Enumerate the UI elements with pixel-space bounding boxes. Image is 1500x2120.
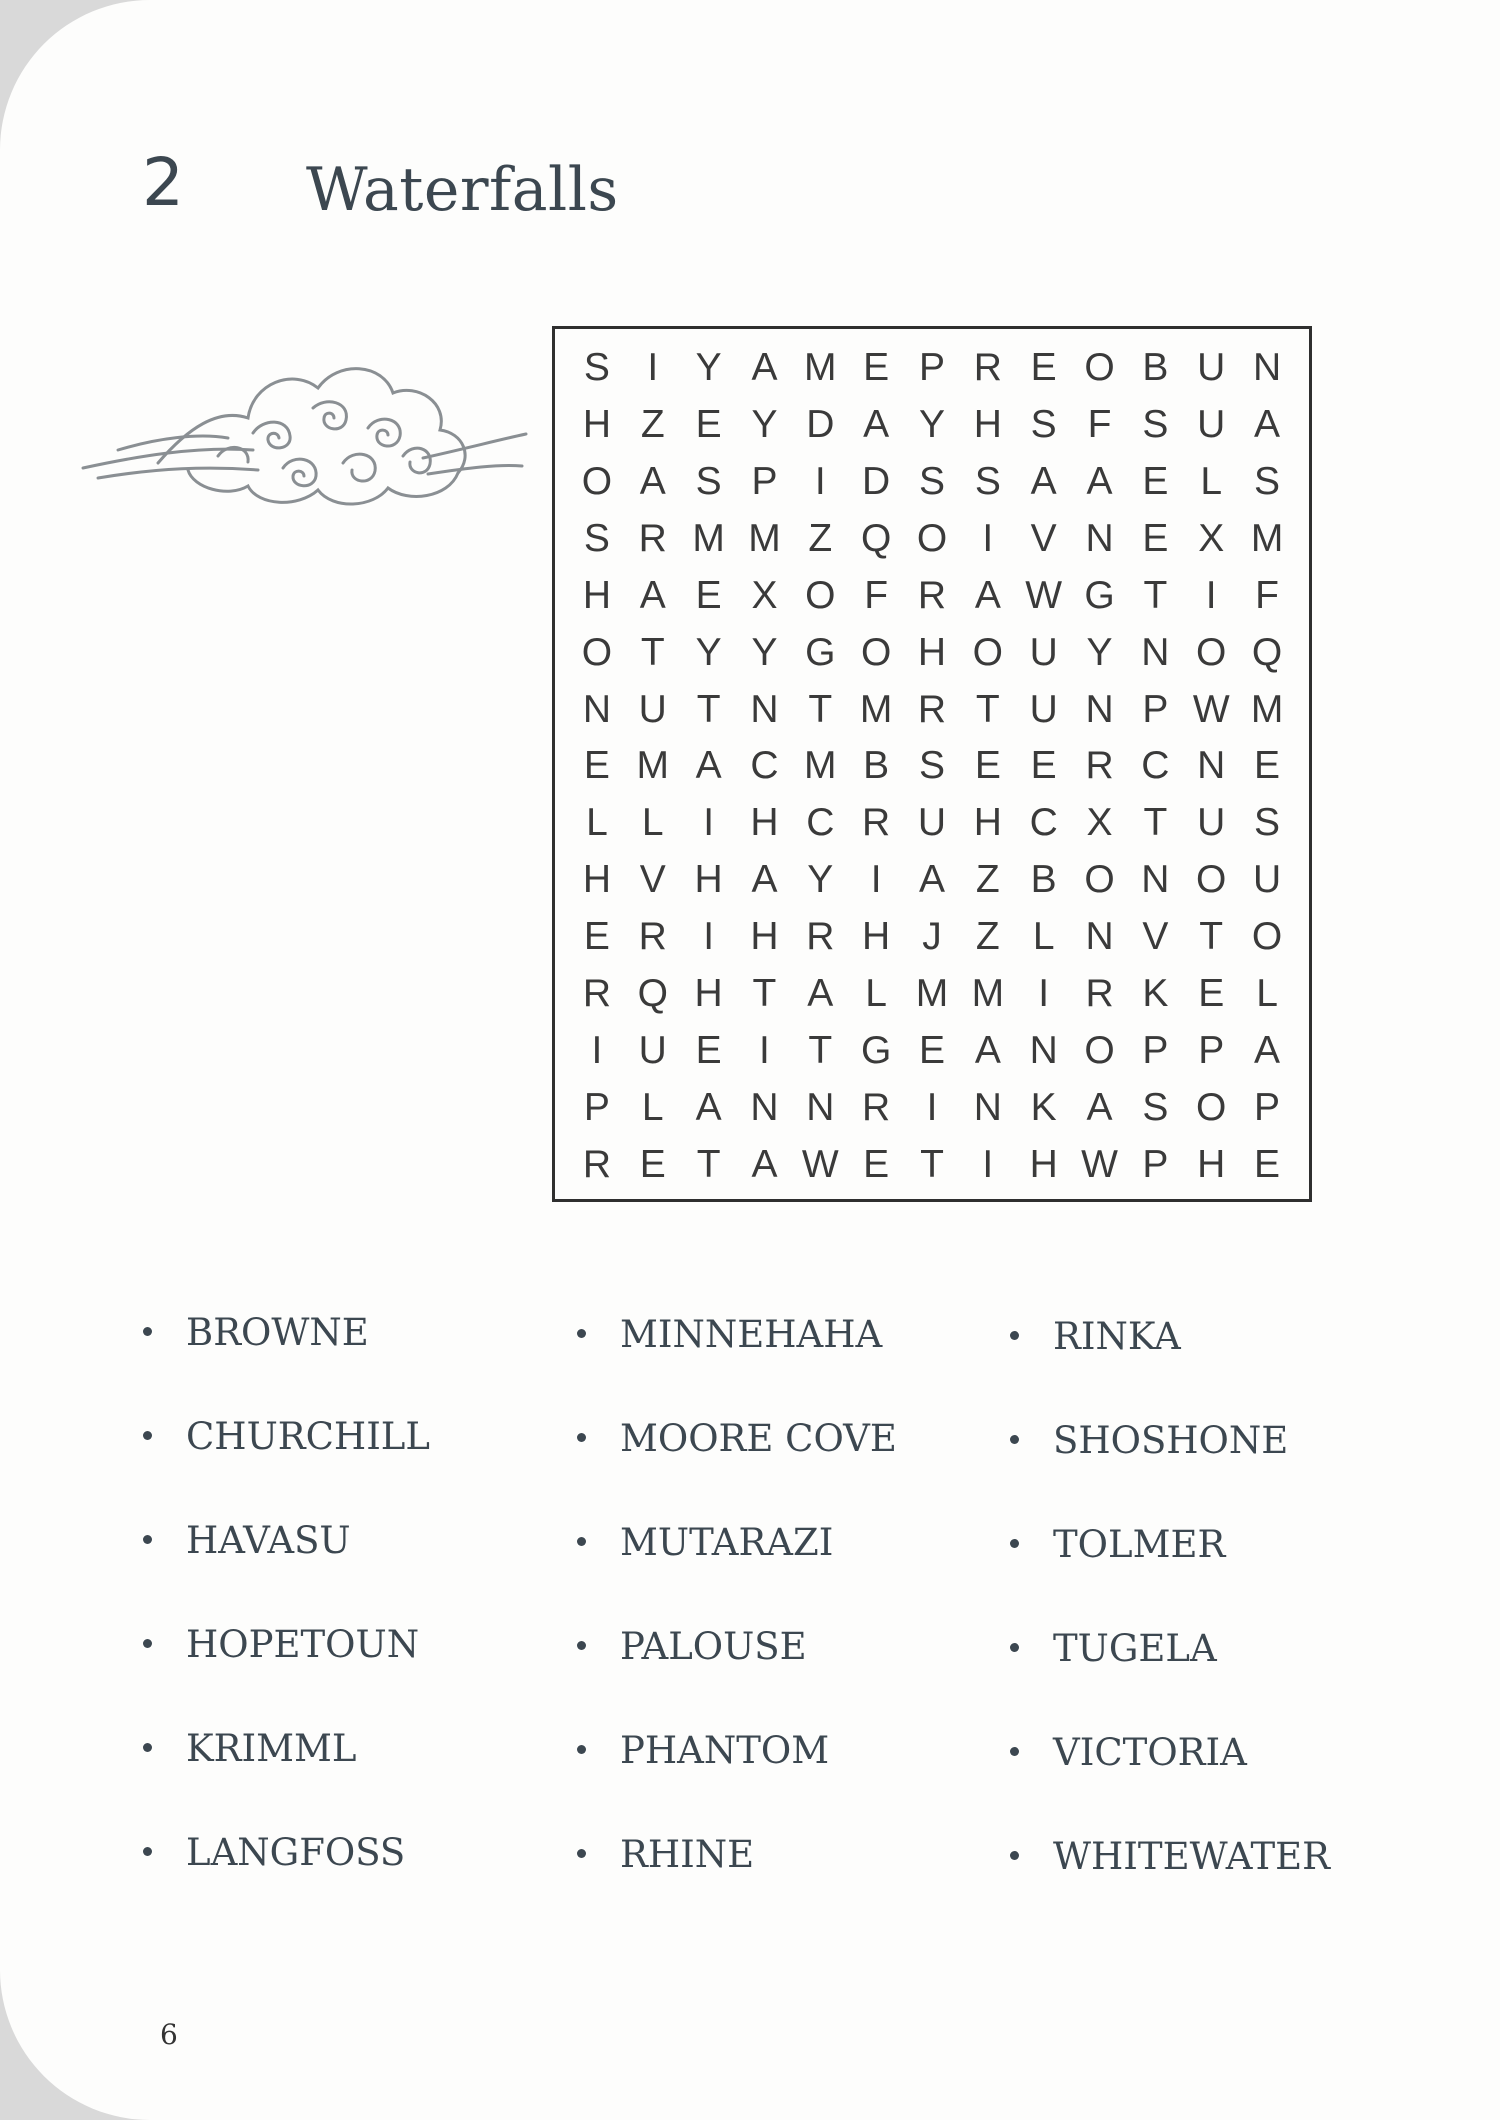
grid-cell: J	[922, 915, 942, 959]
grid-cell: S	[918, 459, 945, 503]
grid-cell: H	[582, 402, 611, 446]
word-item: WHITEWATER	[1010, 1838, 1330, 1875]
grid-cell: N	[750, 1086, 779, 1130]
grid-cell: V	[639, 858, 666, 902]
grid-cell: Y	[751, 402, 778, 446]
grid-cell: X	[1086, 801, 1113, 845]
grid-cell: P	[1142, 687, 1169, 731]
grid-cell: C	[1141, 744, 1170, 788]
grid-cell: Z	[975, 915, 1000, 959]
grid-cell: A	[695, 1086, 722, 1130]
grid-cell: Y	[695, 345, 722, 389]
word-item: MUTARAZI	[577, 1524, 833, 1561]
grid-cell: X	[1198, 516, 1225, 560]
grid-cell: I	[647, 345, 659, 389]
grid-cell: B	[863, 744, 890, 788]
grid-cell: T	[1143, 573, 1168, 617]
grid-cell: U	[1029, 630, 1058, 674]
grid-cell: H	[750, 915, 779, 959]
grid-cell: H	[973, 801, 1002, 845]
grid-cell: T	[696, 687, 721, 731]
grid-cell: S	[918, 744, 945, 788]
grid-cell: S	[1030, 402, 1057, 446]
grid-cell: A	[1254, 402, 1281, 446]
grid-cell: P	[583, 1086, 610, 1130]
grid-cell: O	[860, 630, 892, 674]
grid-cell: A	[751, 1143, 778, 1187]
page-number: 6	[160, 2018, 178, 2051]
grid-cell: S	[1254, 459, 1281, 503]
grid-cell: E	[974, 744, 1001, 788]
grid-cell: A	[639, 573, 666, 617]
grid-cell: N	[806, 1086, 835, 1130]
grid-cell: F	[1255, 573, 1279, 617]
grid-cell: H	[1197, 1143, 1226, 1187]
grid-cell: A	[751, 345, 778, 389]
grid-cell: E	[1030, 744, 1057, 788]
grid-cell: K	[1142, 972, 1169, 1016]
grid-cell: R	[973, 345, 1002, 389]
grid-cell: G	[1084, 573, 1115, 617]
grid-cell: Y	[918, 402, 945, 446]
grid-cell: I	[982, 1143, 994, 1187]
grid-cell: L	[641, 1086, 664, 1130]
grid-cell: N	[582, 687, 611, 731]
grid-cell: Y	[807, 858, 834, 902]
grid-cell: E	[863, 345, 890, 389]
grid-cell: G	[805, 630, 836, 674]
grid-cell: A	[1254, 1029, 1281, 1073]
grid-cell: I	[1205, 573, 1217, 617]
grid-cell: L	[586, 801, 608, 845]
grid-cell: U	[638, 687, 667, 731]
grid-cell: R	[582, 972, 611, 1016]
grid-cell: U	[1197, 801, 1226, 845]
word-item: BROWNE	[143, 1314, 369, 1351]
grid-cell: K	[1030, 1086, 1057, 1130]
grid-cell: H	[694, 972, 723, 1016]
word-item: HAVASU	[143, 1522, 351, 1559]
grid-cell: V	[1142, 915, 1169, 959]
grid-cell: M	[804, 345, 837, 389]
grid-cell: E	[695, 402, 722, 446]
grid-cell: N	[1085, 516, 1114, 560]
word-item: VICTORIA	[1010, 1734, 1247, 1771]
grid-cell: B	[1142, 345, 1169, 389]
grid-cell: H	[750, 801, 779, 845]
word-item: PALOUSE	[577, 1628, 807, 1665]
grid-cell: U	[638, 1029, 667, 1073]
word-search-grid	[552, 326, 1312, 1202]
grid-cell: A	[695, 744, 722, 788]
grid-cell: E	[583, 915, 610, 959]
grid-cell: U	[917, 801, 947, 845]
grid-cell: F	[864, 573, 889, 617]
grid-cell: V	[1030, 516, 1057, 560]
grid-cell: R	[582, 1143, 611, 1187]
cloud-icon	[78, 338, 528, 528]
grid-cell: H	[862, 915, 891, 959]
grid-cell: E	[1198, 972, 1225, 1016]
grid-cell: M	[692, 516, 725, 560]
grid-cell: E	[695, 1029, 722, 1073]
grid-cell: T	[808, 1029, 833, 1073]
grid-cell: T	[975, 687, 1000, 731]
grid-cell: N	[750, 687, 779, 731]
grid-cell: W	[801, 1143, 839, 1187]
grid-cell: E	[1030, 345, 1057, 389]
grid-cell: H	[917, 630, 947, 674]
word-item: CHURCHILL	[143, 1418, 430, 1455]
grid-cell: T	[1199, 915, 1224, 959]
grid-cell: P	[1142, 1143, 1169, 1187]
grid-cell: M	[915, 972, 949, 1016]
word-item: PHANTOM	[577, 1732, 829, 1769]
grid-cell: M	[748, 516, 781, 560]
grid-cell: S	[1142, 402, 1169, 446]
grid-cell: I	[703, 915, 715, 959]
grid-cell: W	[1025, 573, 1063, 617]
grid-cell: M	[636, 744, 670, 788]
grid-cell: N	[1085, 687, 1114, 731]
grid-cell: L	[865, 972, 887, 1016]
grid-cell: I	[759, 1029, 770, 1073]
grid-cell: H	[1029, 1143, 1058, 1187]
grid-cell: M	[1250, 516, 1284, 560]
grid-cell: P	[1254, 1086, 1281, 1130]
grid-cell: O	[1084, 1029, 1115, 1073]
grid-cell: N	[1197, 744, 1226, 788]
grid-cell: C	[1029, 801, 1058, 845]
word-item: HOPETOUN	[143, 1626, 419, 1663]
grid-cell: N	[1141, 630, 1170, 674]
grid-cell: P	[1142, 1029, 1169, 1073]
grid-cell: O	[916, 516, 948, 560]
grid-cell: O	[972, 630, 1004, 674]
grid-cell: M	[804, 744, 837, 788]
grid-cell: G	[860, 1029, 892, 1073]
grid-cell: H	[582, 858, 611, 902]
grid-cell: A	[807, 972, 834, 1016]
word-item: MINNEHAHA	[577, 1316, 882, 1353]
grid-cell: E	[1254, 1143, 1281, 1187]
grid-cell: Y	[695, 630, 722, 674]
grid-cell: I	[926, 1086, 938, 1130]
grid-cell: O	[1251, 915, 1283, 959]
puzzle-number: 2	[142, 144, 184, 221]
grid-cell: R	[638, 915, 667, 959]
grid-cell: S	[1142, 1086, 1169, 1130]
grid-cell: A	[974, 1029, 1001, 1073]
grid-cell: I	[591, 1029, 603, 1073]
grid-cell: A	[1086, 1086, 1113, 1130]
grid-cell: I	[870, 858, 882, 902]
grid-cell: I	[703, 801, 715, 845]
grid-cell: R	[917, 573, 947, 617]
grid-cell: R	[806, 915, 835, 959]
word-item: RINKA	[1010, 1318, 1181, 1355]
grid-cell: H	[973, 402, 1002, 446]
word-item: TOLMER	[1010, 1526, 1225, 1563]
grid-cell: E	[639, 1143, 666, 1187]
grid-cell: C	[750, 744, 779, 788]
grid-cell: T	[696, 1143, 721, 1187]
grid-cell: W	[1192, 687, 1230, 731]
grid-cell: B	[1030, 858, 1057, 902]
grid-cell: E	[1142, 459, 1169, 503]
grid-cell: Y	[751, 630, 778, 674]
grid-cell: R	[862, 801, 891, 845]
word-item: LANGFOSS	[143, 1834, 405, 1871]
grid-cell: T	[920, 1143, 944, 1187]
grid-cell: Y	[1086, 630, 1113, 674]
grid-cell: M	[859, 687, 893, 731]
grid-cell: R	[1085, 744, 1114, 788]
grid-cell: A	[639, 459, 666, 503]
grid-cell: F	[1087, 402, 1112, 446]
grid-cell: O	[1196, 630, 1227, 674]
grid-cell: Q	[860, 516, 892, 560]
grid-cell: I	[982, 516, 994, 560]
grid-cell: H	[582, 573, 611, 617]
grid-cell: U	[1029, 687, 1058, 731]
grid-cell: Z	[640, 402, 665, 446]
grid-cell: Q	[1251, 630, 1283, 674]
grid-cell: A	[918, 858, 945, 902]
grid-cell: X	[751, 573, 778, 617]
grid-cell: A	[974, 573, 1001, 617]
grid-cell: U	[1252, 858, 1282, 902]
grid-cell: S	[1254, 801, 1281, 845]
grid-cell: R	[638, 516, 667, 560]
grid-cell: P	[918, 345, 945, 389]
grid-cell: D	[806, 402, 835, 446]
grid-cell: I	[1038, 972, 1050, 1016]
grid-cell: T	[808, 687, 833, 731]
grid-cell: W	[1081, 1143, 1118, 1187]
grid-cell: N	[1085, 915, 1114, 959]
grid-cell: E	[918, 1029, 945, 1073]
grid-cell: T	[752, 972, 777, 1016]
grid-cell: E	[1254, 744, 1281, 788]
grid-cell: A	[1086, 459, 1113, 503]
grid-cell: L	[1200, 459, 1223, 503]
grid-cell: R	[917, 687, 947, 731]
grid-cell: L	[1032, 915, 1055, 959]
grid-cell: D	[862, 459, 891, 503]
grid-cell: A	[751, 858, 778, 902]
grid-cell: N	[1252, 345, 1282, 389]
grid-cell: O	[581, 459, 613, 503]
grid-cell: L	[1256, 972, 1278, 1016]
grid-cell: N	[1029, 1029, 1058, 1073]
grid-cell: C	[806, 801, 835, 845]
grid-cell: E	[583, 744, 610, 788]
grid-cell: Z	[808, 516, 833, 560]
grid-cell: O	[805, 573, 836, 617]
grid-cell: E	[1142, 516, 1169, 560]
grid-cell: R	[1085, 972, 1114, 1016]
grid-cell: U	[1197, 345, 1226, 389]
grid-cell: A	[863, 402, 890, 446]
grid-cell: O	[1084, 345, 1115, 389]
grid-cell: P	[1198, 1029, 1225, 1073]
grid-cell: S	[695, 459, 722, 503]
grid-cell: O	[581, 630, 613, 674]
grid-cell: R	[862, 1086, 891, 1130]
grid-cell: N	[1141, 858, 1170, 902]
word-item: SHOSHONE	[1010, 1422, 1288, 1459]
word-item: TUGELA	[1010, 1630, 1217, 1667]
grid-cell: A	[1030, 459, 1057, 503]
word-item: RHINE	[577, 1836, 754, 1873]
grid-cell: T	[640, 630, 665, 674]
grid-cell: M	[971, 972, 1005, 1016]
word-item: MOORE COVE	[577, 1420, 897, 1457]
grid-cell: H	[694, 858, 723, 902]
grid-cell: M	[1250, 687, 1284, 731]
grid-cell: N	[973, 1086, 1002, 1130]
grid-cell: Q	[637, 972, 668, 1016]
grid-cell: E	[695, 573, 722, 617]
grid-cell: S	[583, 516, 610, 560]
grid-cell: O	[1196, 1086, 1227, 1130]
grid-cell: O	[1084, 858, 1115, 902]
grid-cell: I	[814, 459, 826, 503]
grid-cell: L	[641, 801, 664, 845]
grid-cell: S	[974, 459, 1001, 503]
grid-cell: O	[1196, 858, 1227, 902]
grid-cell: P	[751, 459, 778, 503]
grid-cell: E	[863, 1143, 890, 1187]
word-item: KRIMML	[143, 1730, 356, 1767]
grid-cell: U	[1197, 402, 1226, 446]
grid-cell: T	[1143, 801, 1168, 845]
grid-cell: S	[583, 345, 610, 389]
grid-cell: Z	[975, 858, 1000, 902]
puzzle-title: Waterfalls	[306, 155, 619, 225]
